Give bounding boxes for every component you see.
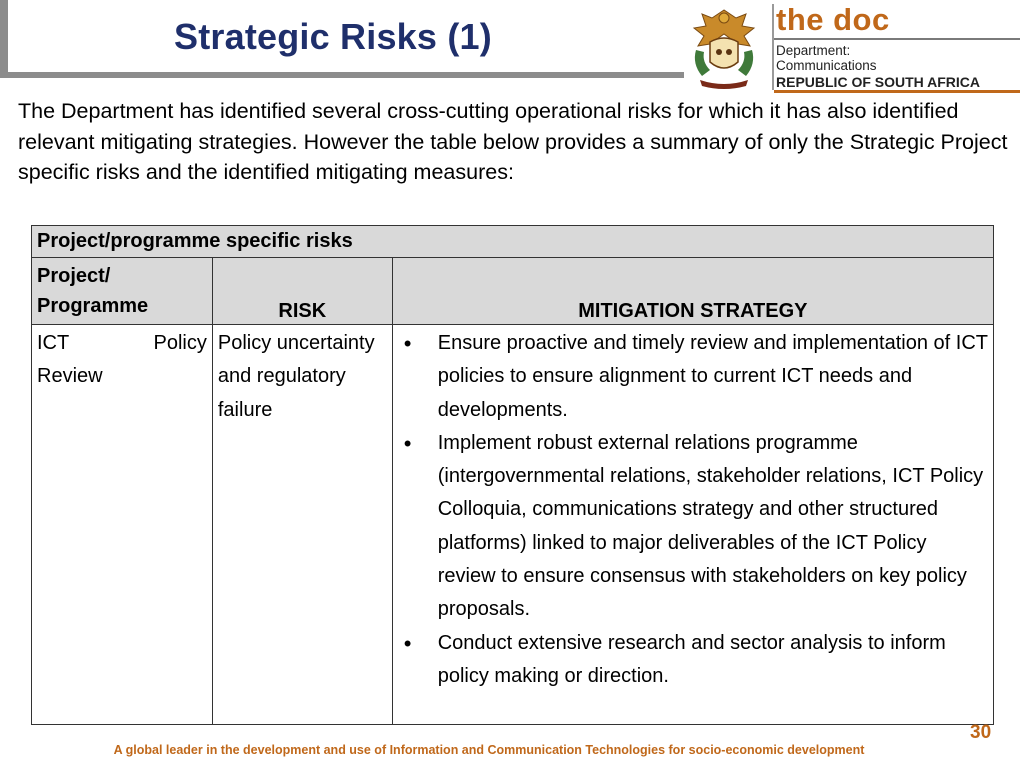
column-header-project-line2: Programme bbox=[37, 295, 149, 317]
project-name-line2: Review bbox=[37, 365, 103, 388]
brand-name bbox=[776, 2, 890, 38]
column-header-risk: RISK bbox=[212, 258, 392, 325]
slide-title: Strategic Risks (1) bbox=[174, 16, 492, 57]
project-name-line1: ICT Policy bbox=[37, 332, 207, 354]
risk-table bbox=[31, 225, 994, 725]
brand-country-line: REPUBLIC OF SOUTH AFRICA bbox=[776, 74, 981, 90]
brand-doc: doc bbox=[833, 2, 890, 37]
column-header-row bbox=[32, 258, 994, 325]
department-logo bbox=[684, 0, 1024, 95]
footer-tagline: A global leader in the development and use of Information and Communication Technologies for socio-economic development bbox=[113, 743, 865, 757]
brand-department-line: Department: bbox=[776, 43, 851, 58]
mitigation-cell bbox=[392, 325, 993, 725]
brand-rule bbox=[774, 38, 1020, 40]
header-frame-bottom bbox=[0, 72, 684, 78]
column-header-mitigation: MITIGATION STRATEGY bbox=[392, 258, 993, 325]
column-header-project-line1: Project/ bbox=[37, 265, 111, 287]
section-heading-row bbox=[32, 226, 994, 258]
project-cell bbox=[32, 325, 213, 725]
brand-block bbox=[776, 0, 1024, 95]
table-row bbox=[32, 325, 994, 725]
section-heading: Project/programme specific risks bbox=[32, 226, 994, 258]
coat-of-arms-icon bbox=[684, 4, 764, 90]
brand-communications-line: Communications bbox=[776, 58, 877, 73]
risk-cell: Policy uncertainty and regulatory failure bbox=[212, 325, 392, 725]
page-number: 30 bbox=[970, 722, 992, 743]
brand-the: the bbox=[776, 2, 824, 37]
list-item: • Conduct extensive research and sector analysis to inform policy making or direction. bbox=[398, 627, 988, 694]
brand-stripe bbox=[774, 90, 1020, 93]
list-item: • Ensure proactive and timely review and implementation of ICT policies to ensure alignment to current ICT needs and developments. bbox=[398, 327, 988, 427]
logo-divider bbox=[772, 4, 774, 90]
column-header-project bbox=[32, 258, 213, 325]
intro-paragraph: The Department has identified several cross-cutting operational risks for which it has also identified relevant mitigating strategies. However the table below provides a summary of only the Strategic Project specific risks and the identified mitigating measures: bbox=[18, 99, 1008, 184]
mitigation-list bbox=[398, 327, 988, 693]
header-frame-left bbox=[0, 0, 8, 78]
list-item: • Implement robust external relations programme (intergovernmental relations, stakeholder relations, ICT Policy Colloquia, communications strategy and other structured platforms) linked to major deliverables of the ICT Policy review to ensure consensus with stakeholders on key policy proposals. bbox=[398, 427, 988, 627]
